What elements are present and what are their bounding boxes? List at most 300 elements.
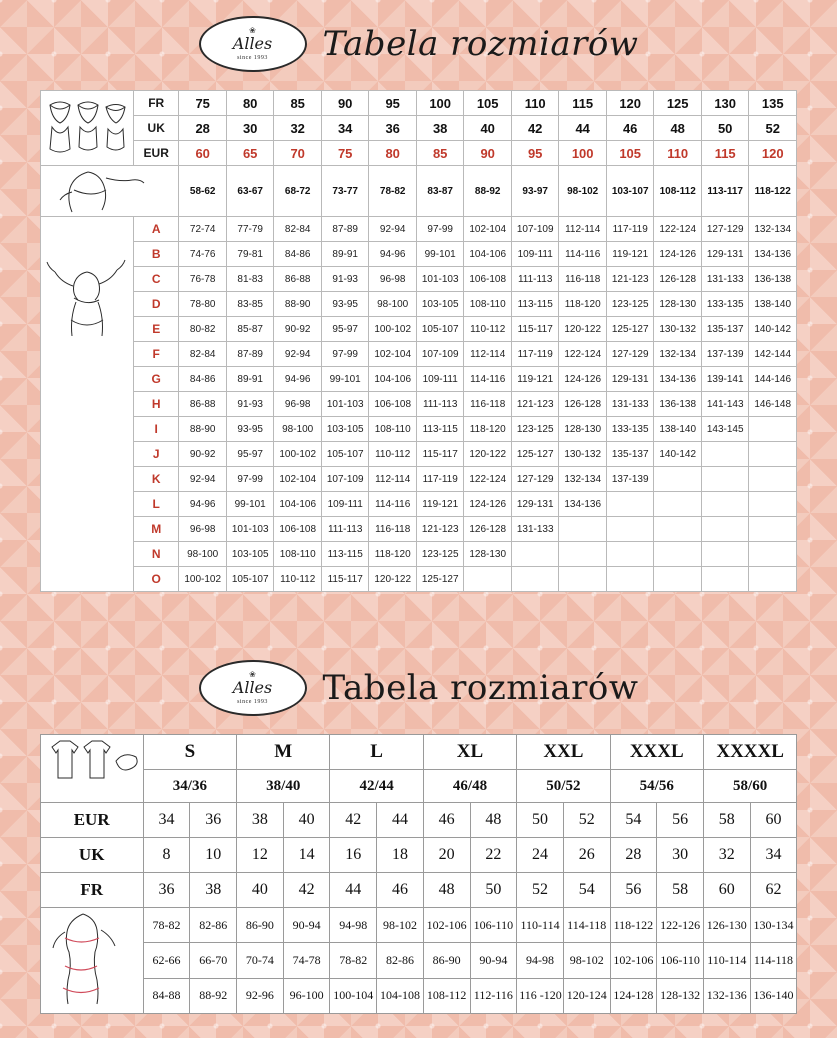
bust-L-9: [606, 492, 654, 517]
s2-eur-2: 38: [237, 803, 284, 838]
table-row: [41, 567, 797, 592]
bust-C-4: 96-98: [369, 267, 417, 292]
bust-F-10: 132-134: [654, 342, 702, 367]
cup-D: D: [133, 292, 178, 317]
bust-F-1: 87-89: [226, 342, 274, 367]
s2-fr-0: 36: [143, 873, 190, 908]
s2-uk-3: 14: [283, 838, 330, 873]
waist-m-2: 70-74: [237, 943, 284, 978]
waist-m-4: 78-82: [330, 943, 377, 978]
s2-uk-1: 10: [190, 838, 237, 873]
underbust-6: 88-92: [464, 166, 512, 217]
waist-m-7: 90-94: [470, 943, 517, 978]
logo-ornament-icon-2: ❀: [249, 670, 256, 679]
s2-uk-0: 8: [143, 838, 190, 873]
fr-2: 85: [274, 91, 322, 116]
bust-A-11: 127-129: [701, 217, 749, 242]
hips-m-2: 92-96: [237, 978, 284, 1013]
hips-m-1: 88-92: [190, 978, 237, 1013]
bust-F-3: 97-99: [321, 342, 369, 367]
bust-K-4: 112-114: [369, 467, 417, 492]
bust-N-3: 113-115: [321, 542, 369, 567]
bust-C-8: 116-118: [559, 267, 607, 292]
bust-C-9: 121-123: [606, 267, 654, 292]
table-row: [41, 542, 797, 567]
bust-C-7: 111-113: [511, 267, 559, 292]
s2-eur-0: 34: [143, 803, 190, 838]
bust-H-0: 86-88: [179, 392, 227, 417]
underbust-7: 93-97: [511, 166, 559, 217]
bust-I-0: 88-90: [179, 417, 227, 442]
hips-m-4: 100-104: [330, 978, 377, 1013]
eur-1: 65: [226, 141, 274, 166]
bust-m-8: 110-114: [517, 908, 564, 943]
bust-A-12: 132-134: [749, 217, 797, 242]
bust-O-10: [654, 567, 702, 592]
cup-A: A: [133, 217, 178, 242]
waist-m-13: 114-118: [750, 943, 797, 978]
bust-N-12: [749, 542, 797, 567]
bra-size-table: [40, 90, 797, 592]
cup-C: C: [133, 267, 178, 292]
bust-O-2: 110-112: [274, 567, 322, 592]
table-row: [40, 943, 797, 978]
bust-B-5: 99-101: [416, 242, 464, 267]
bust-H-9: 131-133: [606, 392, 654, 417]
underbust-2: 68-72: [274, 166, 322, 217]
s2-uk-9: 26: [563, 838, 610, 873]
table-row: [41, 492, 797, 517]
fr-9: 120: [606, 91, 654, 116]
bust-B-8: 114-116: [559, 242, 607, 267]
bust-measure-illustration-icon: [41, 217, 134, 592]
page-title-2: Tabela rozmiarów: [322, 668, 639, 708]
bust-L-8: 134-136: [559, 492, 607, 517]
s2-uk-13: 34: [750, 838, 797, 873]
size-range-XXXXL: 58/60: [703, 770, 796, 803]
bust-m-9: 114-118: [563, 908, 610, 943]
bust-J-9: 135-137: [606, 442, 654, 467]
bust-H-10: 136-138: [654, 392, 702, 417]
brand-since: since 1993: [237, 55, 268, 61]
lingerie-illustration-icon: [41, 91, 134, 166]
s2-fr-7: 50: [470, 873, 517, 908]
bust-O-7: [511, 567, 559, 592]
bust-E-5: 105-107: [416, 317, 464, 342]
cup-E: E: [133, 317, 178, 342]
bust-D-7: 113-115: [511, 292, 559, 317]
bust-F-12: 142-144: [749, 342, 797, 367]
bust-M-6: 126-128: [464, 517, 512, 542]
bust-J-10: 140-142: [654, 442, 702, 467]
hips-m-6: 108-112: [423, 978, 470, 1013]
hips-m-9: 120-124: [563, 978, 610, 1013]
bust-H-5: 111-113: [416, 392, 464, 417]
bust-F-5: 107-109: [416, 342, 464, 367]
uk-12: 52: [749, 116, 797, 141]
bust-F-6: 112-114: [464, 342, 512, 367]
bust-C-3: 91-93: [321, 267, 369, 292]
bust-K-6: 122-124: [464, 467, 512, 492]
garment-illustration-icon: [40, 735, 143, 803]
bust-J-0: 90-92: [179, 442, 227, 467]
s2-fr-5: 46: [377, 873, 424, 908]
fr-5: 100: [416, 91, 464, 116]
bust-I-9: 133-135: [606, 417, 654, 442]
bust-L-6: 124-126: [464, 492, 512, 517]
bust-J-7: 125-127: [511, 442, 559, 467]
bust-N-1: 103-105: [226, 542, 274, 567]
waist-m-9: 98-102: [563, 943, 610, 978]
bust-A-3: 87-89: [321, 217, 369, 242]
bust-B-3: 89-91: [321, 242, 369, 267]
uk-11: 50: [701, 116, 749, 141]
s2-eur-6: 46: [423, 803, 470, 838]
s2-fr-1: 38: [190, 873, 237, 908]
bust-E-7: 115-117: [511, 317, 559, 342]
eur-0: 60: [179, 141, 227, 166]
bust-D-12: 138-140: [749, 292, 797, 317]
bust-m-6: 102-106: [423, 908, 470, 943]
bust-M-7: 131-133: [511, 517, 559, 542]
bust-G-11: 139-141: [701, 367, 749, 392]
bust-G-5: 109-111: [416, 367, 464, 392]
table-row: [40, 838, 797, 873]
bust-F-9: 127-129: [606, 342, 654, 367]
s2-eur-5: 44: [377, 803, 424, 838]
bust-D-0: 78-80: [179, 292, 227, 317]
underbust-10: 108-112: [654, 166, 702, 217]
bust-H-3: 101-103: [321, 392, 369, 417]
bust-L-1: 99-101: [226, 492, 274, 517]
bust-E-4: 100-102: [369, 317, 417, 342]
bust-m-11: 122-126: [657, 908, 704, 943]
bust-L-10: [654, 492, 702, 517]
bust-F-2: 92-94: [274, 342, 322, 367]
uk-8: 44: [559, 116, 607, 141]
bust-I-8: 128-130: [559, 417, 607, 442]
bust-F-4: 102-104: [369, 342, 417, 367]
s2-fr-13: 62: [750, 873, 797, 908]
bust-B-7: 109-111: [511, 242, 559, 267]
fr-7: 110: [511, 91, 559, 116]
table-row: [41, 166, 797, 217]
bust-H-6: 116-118: [464, 392, 512, 417]
bust-N-11: [701, 542, 749, 567]
bust-L-3: 109-111: [321, 492, 369, 517]
size-range-XXL: 50/52: [517, 770, 610, 803]
table-row: [40, 873, 797, 908]
bust-M-11: [701, 517, 749, 542]
table-row: [40, 978, 797, 1013]
fr-0: 75: [179, 91, 227, 116]
s2-eur-4: 42: [330, 803, 377, 838]
underbust-5: 83-87: [416, 166, 464, 217]
bust-M-5: 121-123: [416, 517, 464, 542]
fr-1: 80: [226, 91, 274, 116]
bust-N-5: 123-125: [416, 542, 464, 567]
bust-A-2: 82-84: [274, 217, 322, 242]
bust-C-12: 136-138: [749, 267, 797, 292]
sheet-one-header: [0, 0, 837, 72]
size-L: L: [330, 735, 423, 770]
bust-A-9: 117-119: [606, 217, 654, 242]
bust-M-1: 101-103: [226, 517, 274, 542]
table-row: [40, 735, 797, 770]
bust-I-5: 113-115: [416, 417, 464, 442]
s2-eur-13: 60: [750, 803, 797, 838]
table-row: [40, 803, 797, 838]
bust-G-3: 99-101: [321, 367, 369, 392]
bust-C-11: 131-133: [701, 267, 749, 292]
waist-m-8: 94-98: [517, 943, 564, 978]
bust-A-1: 77-79: [226, 217, 274, 242]
bust-K-9: 137-139: [606, 467, 654, 492]
bust-O-3: 115-117: [321, 567, 369, 592]
bust-G-7: 119-121: [511, 367, 559, 392]
bust-K-8: 132-134: [559, 467, 607, 492]
fr-4: 95: [369, 91, 417, 116]
size-XXL: XXL: [517, 735, 610, 770]
bust-H-7: 121-123: [511, 392, 559, 417]
underbust-12: 118-122: [749, 166, 797, 217]
cup-G: G: [133, 367, 178, 392]
bust-B-9: 119-121: [606, 242, 654, 267]
bust-M-10: [654, 517, 702, 542]
bust-N-8: [559, 542, 607, 567]
bust-m-7: 106-110: [470, 908, 517, 943]
row-label-uk: UK: [133, 116, 178, 141]
bust-J-5: 115-117: [416, 442, 464, 467]
bust-F-11: 137-139: [701, 342, 749, 367]
s2-uk-5: 18: [377, 838, 424, 873]
bust-I-1: 93-95: [226, 417, 274, 442]
cup-F: F: [133, 342, 178, 367]
body-measure-illustration-icon: [40, 908, 143, 1014]
bust-J-12: [749, 442, 797, 467]
table-row: [41, 242, 797, 267]
bust-C-2: 86-88: [274, 267, 322, 292]
waist-m-12: 110-114: [703, 943, 750, 978]
bust-N-2: 108-110: [274, 542, 322, 567]
s2-uk-10: 28: [610, 838, 657, 873]
s2-fr-11: 58: [657, 873, 704, 908]
row-label-fr: FR: [133, 91, 178, 116]
page-title: Tabela rozmiarów: [322, 24, 639, 64]
table-row: [41, 367, 797, 392]
bust-B-2: 84-86: [274, 242, 322, 267]
bust-K-12: [749, 467, 797, 492]
bust-O-1: 105-107: [226, 567, 274, 592]
uk-1: 30: [226, 116, 274, 141]
bust-D-5: 103-105: [416, 292, 464, 317]
s2-uk-8: 24: [517, 838, 564, 873]
s2-eur-1: 36: [190, 803, 237, 838]
cup-N: N: [133, 542, 178, 567]
s2-eur-3: 40: [283, 803, 330, 838]
bust-M-8: [559, 517, 607, 542]
bust-E-3: 95-97: [321, 317, 369, 342]
bust-C-1: 81-83: [226, 267, 274, 292]
brand-logo-2: [199, 660, 307, 716]
brand-logo: [199, 16, 307, 72]
fr-6: 105: [464, 91, 512, 116]
cup-H: H: [133, 392, 178, 417]
cup-L: L: [133, 492, 178, 517]
uk-7: 42: [511, 116, 559, 141]
fr-10: 125: [654, 91, 702, 116]
size-range-L: 42/44: [330, 770, 423, 803]
bust-M-12: [749, 517, 797, 542]
eur-9: 105: [606, 141, 654, 166]
bust-m-3: 90-94: [283, 908, 330, 943]
underbust-8: 98-102: [559, 166, 607, 217]
bust-D-2: 88-90: [274, 292, 322, 317]
bust-I-6: 118-120: [464, 417, 512, 442]
bust-I-7: 123-125: [511, 417, 559, 442]
bust-K-3: 107-109: [321, 467, 369, 492]
bust-L-12: [749, 492, 797, 517]
s2-uk-2: 12: [237, 838, 284, 873]
bust-A-7: 107-109: [511, 217, 559, 242]
bust-I-4: 108-110: [369, 417, 417, 442]
cup-M: M: [133, 517, 178, 542]
s2-uk-7: 22: [470, 838, 517, 873]
cup-O: O: [133, 567, 178, 592]
bust-D-1: 83-85: [226, 292, 274, 317]
bust-G-4: 104-106: [369, 367, 417, 392]
fr-11: 130: [701, 91, 749, 116]
bust-K-2: 102-104: [274, 467, 322, 492]
s2-eur-11: 56: [657, 803, 704, 838]
s2-uk-12: 32: [703, 838, 750, 873]
bust-D-3: 93-95: [321, 292, 369, 317]
uk-9: 46: [606, 116, 654, 141]
table-row: [41, 517, 797, 542]
table-row: [41, 342, 797, 367]
bust-O-11: [701, 567, 749, 592]
bust-J-1: 95-97: [226, 442, 274, 467]
size-M: M: [237, 735, 330, 770]
bust-N-10: [654, 542, 702, 567]
bust-N-0: 98-100: [179, 542, 227, 567]
sheet-two: [0, 644, 837, 1014]
bust-E-0: 80-82: [179, 317, 227, 342]
bust-H-2: 96-98: [274, 392, 322, 417]
s2-eur-7: 48: [470, 803, 517, 838]
bust-A-10: 122-124: [654, 217, 702, 242]
bust-M-0: 96-98: [179, 517, 227, 542]
bust-E-8: 120-122: [559, 317, 607, 342]
s2-uk-11: 30: [657, 838, 704, 873]
bust-G-10: 134-136: [654, 367, 702, 392]
bust-G-0: 84-86: [179, 367, 227, 392]
underbust-1: 63-67: [226, 166, 274, 217]
brand-since-2: since 1993: [237, 699, 268, 705]
bust-N-9: [606, 542, 654, 567]
s2-uk-4: 16: [330, 838, 377, 873]
bust-H-12: 146-148: [749, 392, 797, 417]
eur-2: 70: [274, 141, 322, 166]
table-row: [41, 267, 797, 292]
uk-10: 48: [654, 116, 702, 141]
bust-K-0: 92-94: [179, 467, 227, 492]
eur-3: 75: [321, 141, 369, 166]
hips-m-12: 132-136: [703, 978, 750, 1013]
brand-name: Alles: [232, 34, 273, 53]
bust-G-8: 124-126: [559, 367, 607, 392]
uk-2: 32: [274, 116, 322, 141]
bust-G-1: 89-91: [226, 367, 274, 392]
table-row: [40, 908, 797, 943]
bust-I-11: 143-145: [701, 417, 749, 442]
table-row: [41, 392, 797, 417]
fr-3: 90: [321, 91, 369, 116]
bust-C-0: 76-78: [179, 267, 227, 292]
bust-A-8: 112-114: [559, 217, 607, 242]
size-S: S: [143, 735, 236, 770]
hips-m-5: 104-108: [377, 978, 424, 1013]
bust-J-8: 130-132: [559, 442, 607, 467]
bust-J-11: [701, 442, 749, 467]
table-row: [40, 770, 797, 803]
bust-E-12: 140-142: [749, 317, 797, 342]
bust-F-0: 82-84: [179, 342, 227, 367]
bust-m-4: 94-98: [330, 908, 377, 943]
bust-E-10: 130-132: [654, 317, 702, 342]
uk-0: 28: [179, 116, 227, 141]
bust-L-4: 114-116: [369, 492, 417, 517]
bust-M-2: 106-108: [274, 517, 322, 542]
hips-m-3: 96-100: [283, 978, 330, 1013]
eur-6: 90: [464, 141, 512, 166]
bust-I-3: 103-105: [321, 417, 369, 442]
size-range-XXXL: 54/56: [610, 770, 703, 803]
waist-m-1: 66-70: [190, 943, 237, 978]
waist-m-6: 86-90: [423, 943, 470, 978]
bust-K-10: [654, 467, 702, 492]
bust-N-7: [511, 542, 559, 567]
bust-m-12: 126-130: [703, 908, 750, 943]
row-label-uk-2: UK: [40, 838, 143, 873]
waist-m-11: 106-110: [657, 943, 704, 978]
bust-m-13: 130-134: [750, 908, 797, 943]
size-XL: XL: [423, 735, 516, 770]
underbust-4: 78-82: [369, 166, 417, 217]
size-range-S: 34/36: [143, 770, 236, 803]
sheet-two-header: [0, 644, 837, 716]
cup-B: B: [133, 242, 178, 267]
hips-m-10: 124-128: [610, 978, 657, 1013]
bust-D-4: 98-100: [369, 292, 417, 317]
bust-C-6: 106-108: [464, 267, 512, 292]
logo-ornament-icon: ❀: [249, 26, 256, 35]
underbust-0: 58-62: [179, 166, 227, 217]
bust-B-11: 129-131: [701, 242, 749, 267]
eur-5: 85: [416, 141, 464, 166]
cup-I: I: [133, 417, 178, 442]
bust-G-12: 144-146: [749, 367, 797, 392]
s2-fr-10: 56: [610, 873, 657, 908]
bust-O-5: 125-127: [416, 567, 464, 592]
bust-C-5: 101-103: [416, 267, 464, 292]
s2-fr-6: 48: [423, 873, 470, 908]
bust-O-6: [464, 567, 512, 592]
bust-K-1: 97-99: [226, 467, 274, 492]
s2-eur-12: 58: [703, 803, 750, 838]
bust-O-4: 120-122: [369, 567, 417, 592]
bust-J-6: 120-122: [464, 442, 512, 467]
